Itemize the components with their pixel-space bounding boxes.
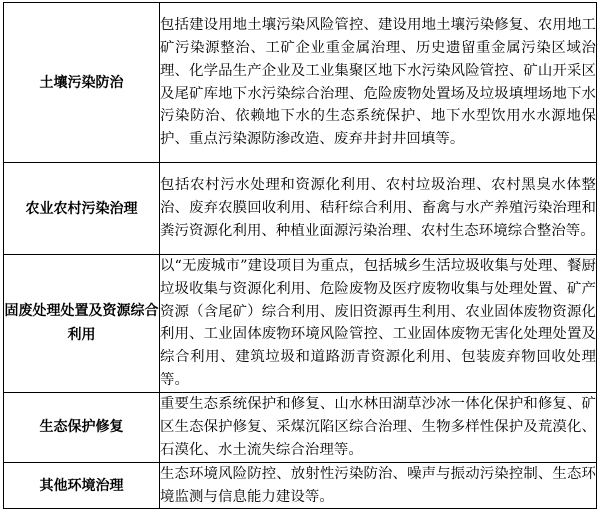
table-row-soil [4,3,597,163]
category-cell [4,462,160,509]
content-cell: 以“无废城市”建设项目为重点，包括城乡生活垃圾收集与处理、餐厨垃圾收集与资源化利用、危险废物及医疗废物收集与处理处置、矿产资源（含尾矿）综合利用、废旧资源再生利用、农业固体废物资源化利用、工业固体废物环境风险管控、工业固体废物无害化处理处置及综合利用、建筑垃圾和道路沥青资源化利用、包装废弃物回收处理等。 [160,255,597,393]
category-label: 生态保护修复 [39,419,124,436]
category-cell [4,392,160,462]
table-row-agriculture [4,163,597,255]
content-cell: 包括建设用地土壤污染风险管控、建设用地土壤污染修复、农用地工矿污染源整治、工矿企业重金属治理、历史遗留重金属污染区域治理、化学品生产企业及工业集聚区地下水污染风险管控、矿山开采区及尾矿库地下水污染综合治理、危险废物处置场及垃圾填埋场地下水污染防治、依赖地下水的生态系统保护、地下水型饮用水水源地保护、重点污染源防渗改造、废弃井封井回填等。 [160,3,597,163]
category-label: 土壤污染防治 [39,74,124,91]
category-label: 其他环境治理 [39,477,124,494]
content-cell: 重要生态系统保护和修复、山水林田湖草沙冰一体化保护和修复、矿区生态保护修复、采煤沉陷区综合治理、生物多样性保护及荒漠化、石漠化、水土流失综合治理等。 [160,392,597,462]
table-row-solid-waste [4,255,597,393]
category-label: 农业农村污染治理 [25,200,138,217]
content-cell: 生态环境风险防控、放射性污染防治、噪声与振动污染控制、生态环境监测与信息能力建设等。 [160,462,597,509]
category-cell [4,163,160,255]
category-cell [4,3,160,163]
category-cell [4,255,160,393]
table-row-other [4,462,597,509]
table-row-ecology [4,392,597,462]
content-cell: 包括农村污水处理和资源化利用、农村垃圾治理、农村黑臭水体整治、废弃农膜回收利用、秸秆综合利用、畜禽与水产养殖污染治理和粪污资源化利用、种植业面源污染治理、农村生态环境综合整治等。 [160,163,597,255]
policy-table [3,2,597,509]
category-label: 固废处理处置及资源综合利用 [4,303,159,344]
